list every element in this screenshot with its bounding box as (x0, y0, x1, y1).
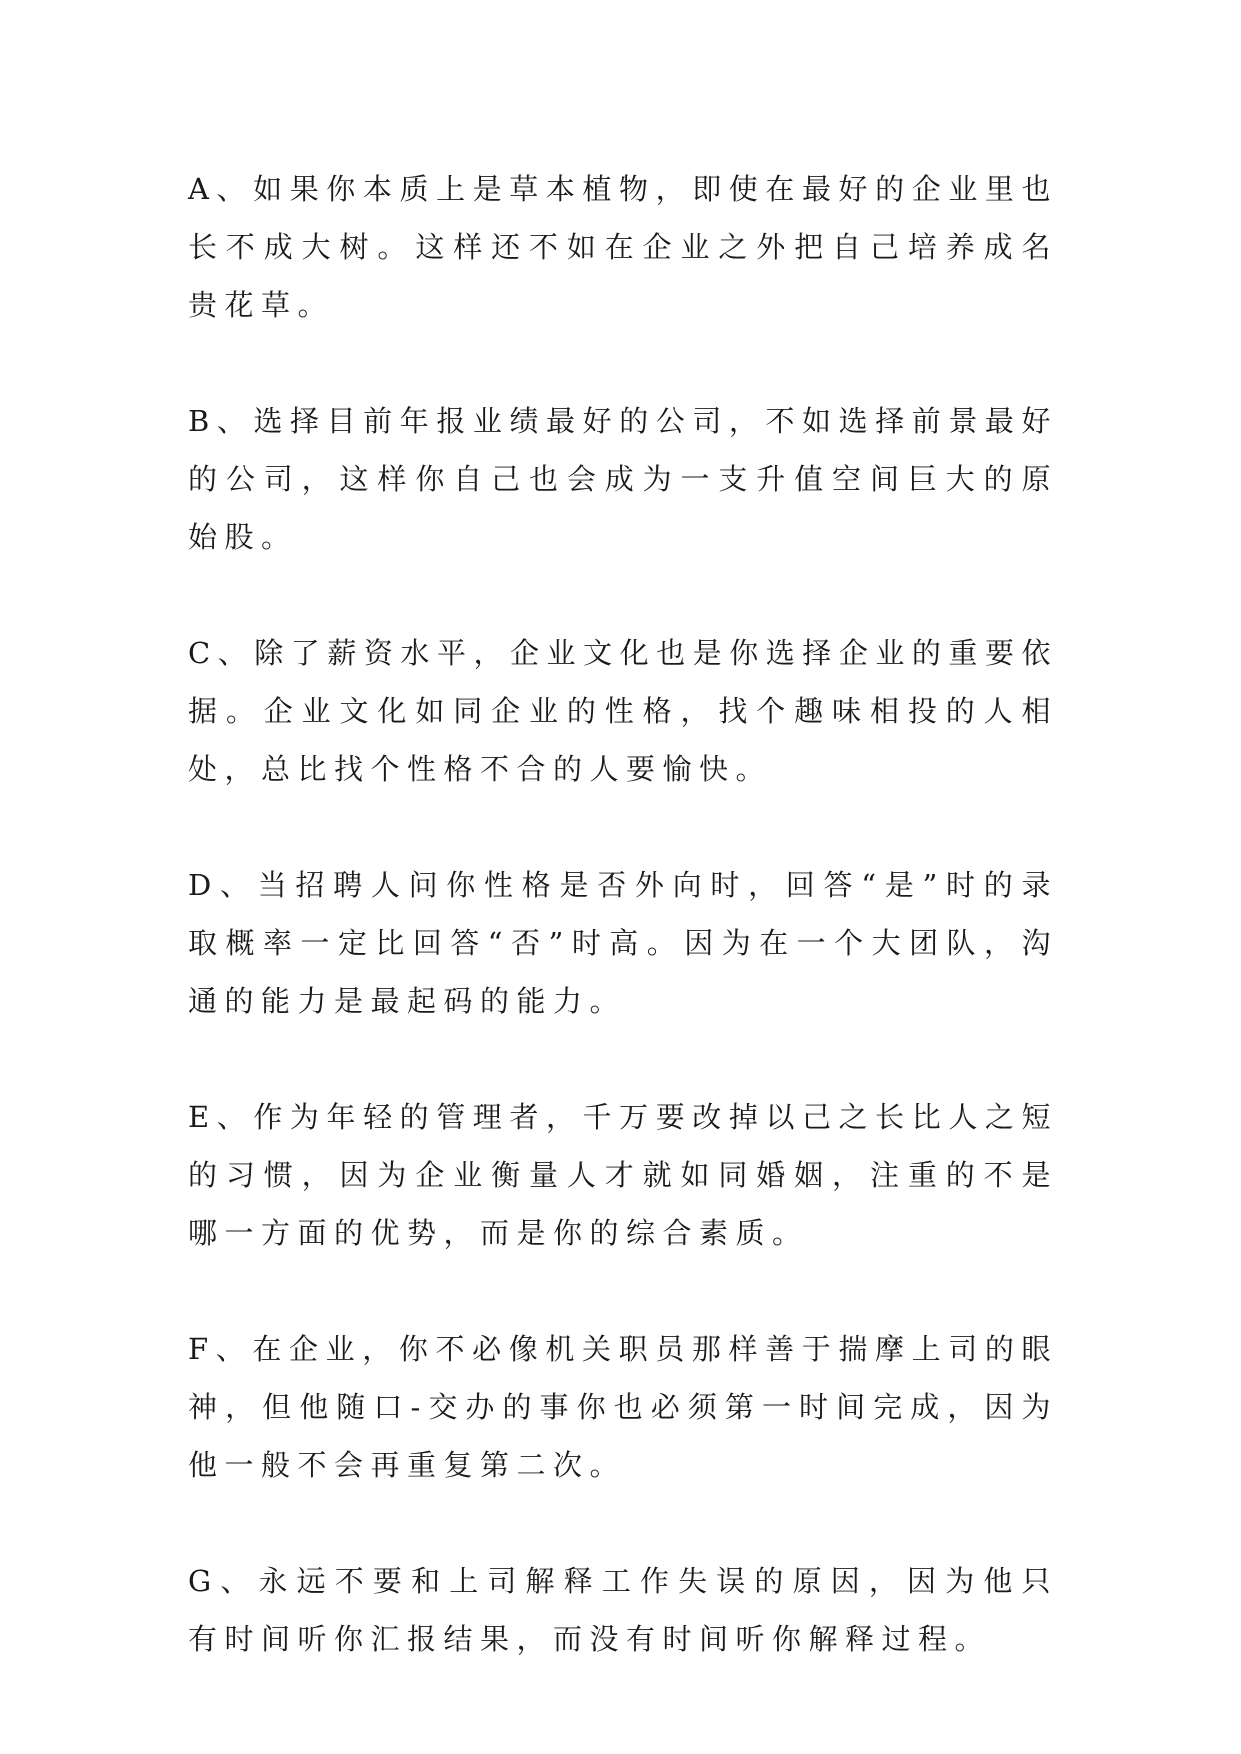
paragraph-g: G、永远不要和上司解释工作失误的原因，因为他只有时间听你汇报结果，而没有时间听你解释过程。 (188, 1564, 1058, 1656)
paragraph-c: C、除了薪资水平，企业文化也是你选择企业的重要依据。企业文化如同企业的性格，找个趣味相投的人相处，总比找个性格不合的人要愉快。 (188, 636, 1058, 786)
document-body (188, 160, 1058, 1726)
paragraph-a: A、如果你本质上是草本植物，即使在最好的企业里也长不成大树。这样还不如在企业之外把自己培养成名贵花草。 (188, 172, 1058, 322)
paragraph-b: B、选择目前年报业绩最好的公司，不如选择前景最好的公司，这样你自己也会成为一支升值空间巨大的原始股。 (188, 404, 1058, 554)
paragraph-d: D、当招聘人问你性格是否外向时，回答“是”时的录取概率一定比回答“否”时高。因为在一个大团队，沟通的能力是最起码的能力。 (188, 868, 1058, 1018)
paragraph-f: F、在企业，你不必像机关职员那样善于揣摩上司的眼神，但他随口-交办的事你也必须第一时间完成，因为他一般不会再重复第二次。 (188, 1332, 1058, 1482)
paragraph-e: E、作为年轻的管理者，千万要改掉以己之长比人之短的习惯，因为企业衡量人才就如同婚姻，注重的不是哪一方面的优势，而是你的综合素质。 (188, 1100, 1058, 1250)
